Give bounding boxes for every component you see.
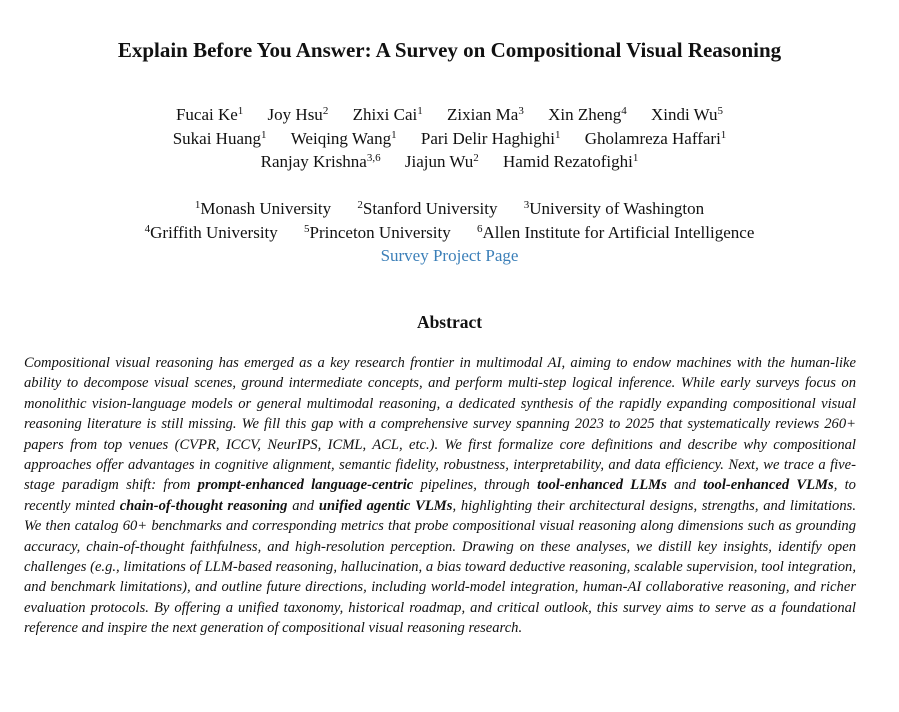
author-line-1 bbox=[0, 103, 899, 127]
affiliation: $^6$Allen Institute for Artificial Intelligence bbox=[476, 222, 755, 242]
author-line-3 bbox=[0, 150, 899, 174]
author: Gholamreza Haffari$^1$ bbox=[584, 128, 727, 148]
affiliation-line-1 bbox=[0, 197, 899, 221]
author: Ranjay Krishna$^{3,6}$ bbox=[260, 152, 381, 171]
survey-project-page-link[interactable]: Survey Project Page bbox=[380, 246, 519, 265]
affiliation: $^5$Princeton University bbox=[304, 222, 451, 242]
author: Xindi Wu$^5$ bbox=[651, 105, 724, 124]
affiliation: $^4$Griffith University bbox=[144, 222, 278, 242]
emphasis: tool-enhanced LLMs bbox=[537, 477, 667, 494]
author: Zixian Ma$^3$ bbox=[447, 105, 524, 124]
emphasis: chain-of-thought reasoning bbox=[119, 497, 288, 514]
author: Xin Zheng$^4$ bbox=[548, 105, 627, 124]
emphasis: tool-enhanced VLMs bbox=[703, 477, 834, 494]
author: Weiqing Wang$^1$ bbox=[290, 128, 397, 148]
affiliation-line-2 bbox=[0, 221, 899, 245]
affiliation: $^3$University of Washington bbox=[523, 199, 705, 218]
author: Pari Delir Haghighi$^1$ bbox=[420, 128, 561, 148]
author: Zhixi Cai$^1$ bbox=[352, 105, 423, 124]
emphasis: prompt-enhanced language-centric bbox=[197, 477, 414, 494]
author-line-2 bbox=[0, 127, 899, 151]
author: Sukai Huang$^1$ bbox=[172, 128, 267, 148]
author: Jiajun Wu$^2$ bbox=[404, 152, 479, 171]
abstract-heading: Abstract bbox=[416, 312, 483, 332]
author: Fucai Ke$^1$ bbox=[175, 105, 244, 124]
affiliation: $^1$Monash University bbox=[194, 199, 332, 218]
author-list bbox=[0, 103, 899, 174]
abstract-text: Compositional visual reasoning has emerged as a key research frontier in multimodal AI, aiming to endow machines with the human-like ability to decompose visual scenes, ground intermediate concepts, and perform multi-step logical inference. While early surveys focus on monolithic vision-language models or general multimodal reasoning, a dedicated synthesis of the rapidly expanding compositional visual reasoning literature is still missing. We fill this gap with a comprehensive survey spanning 2023 to 2025 that systematically reviews 260+ papers from top venues (CVPR, ICCV, NeurIPS, ICML, ACL, etc.). We first formalize core definitions and describe why compositional approaches offer advantages in cognitive alignment, semantic fidelity, robustness, interpretability, and data efficiency. Next, we trace a five-stage paradigm shift: from prompt-enhanced language-centric pipelines, through tool-enhanced LLMs and tool-enhanced VLMs, to recently minted chain-of-thought reasoning and unified agentic VLMs, highlighting their architectural designs, strengths, and limitations. We then catalog 60+ benchmarks and corresponding metrics that probe compositional visual reasoning along dimensions such as grounding accuracy, chain-of-thought faithfulness, and high-resolution perception. Drawing on these analyses, we distill key insights, identify open challenges (e.g., limitations of LLM-based reasoning, hallucination, a bias toward deductive reasoning, scalable supervision, tool integration, and benchmark limitations), and outline future directions, including world-model integration, human-AI collaborative reasoning, and richer evaluation protocols. By offering a unified taxonomy, historical roadmap, and critical outlook, this survey aims to serve as a foundational reference and inspire the next generation of compositional visual reasoning research. bbox=[24, 355, 856, 637]
affiliation: $^2$Stanford University bbox=[357, 199, 498, 218]
emphasis: unified agentic VLMs bbox=[318, 497, 453, 514]
paper-title: Explain Before You Answer: A Survey on Compositional Visual Reasoning bbox=[117, 38, 782, 62]
author: Hamid Rezatofighi$^1$ bbox=[503, 152, 639, 171]
author: Joy Hsu$^2$ bbox=[267, 105, 329, 124]
affiliation-list bbox=[0, 197, 899, 268]
